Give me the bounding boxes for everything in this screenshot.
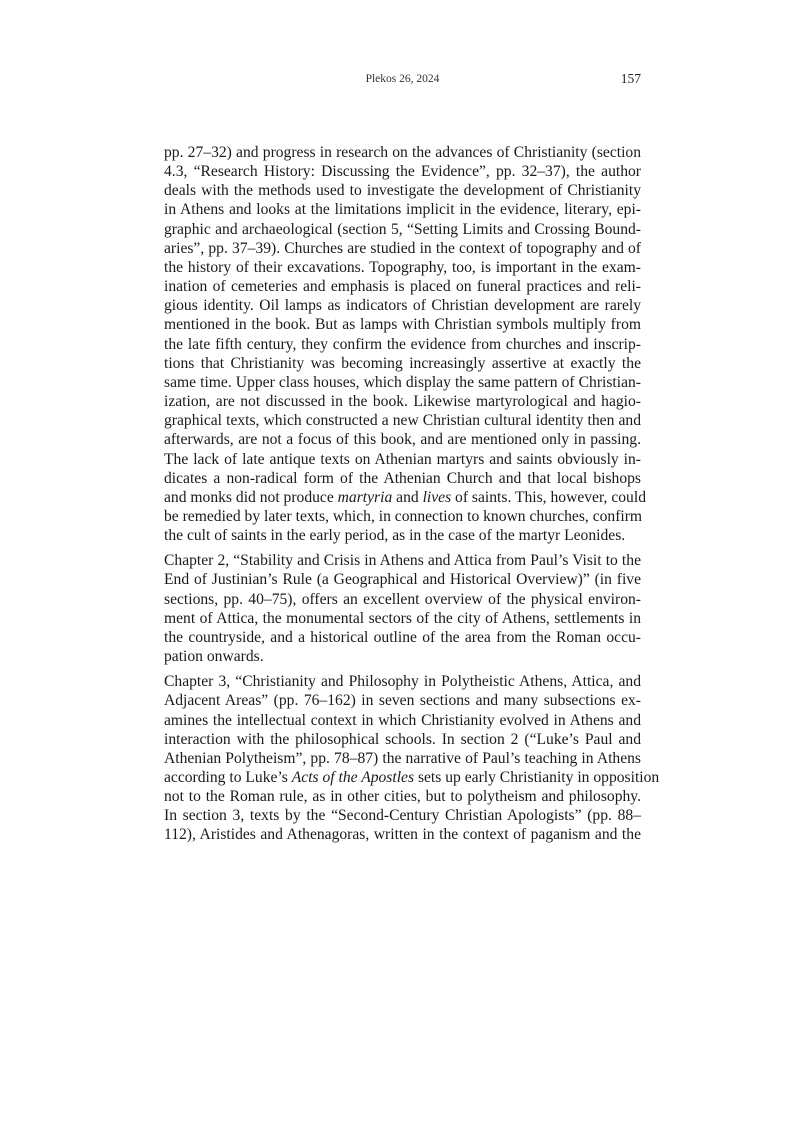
text-line: the late fifth century, they confirm the evidence from churches and inscrip-: [164, 335, 641, 353]
paragraph-2: [164, 551, 641, 666]
text-line: ment of Attica, the monumental sectors of the city of Athens, settlements in: [164, 609, 641, 627]
text-line: not to the Roman rule, as in other cities, but to polytheism and philosophy.: [164, 788, 641, 806]
text-line: interaction with the philosophical schools. In section 2 (“Luke’s Paul and: [164, 730, 641, 748]
text-line: graphical texts, which constructed a new Christian cultural identity then and: [164, 412, 641, 430]
text-line: The lack of late antique texts on Athenian martyrs and saints obviously in-: [164, 450, 641, 468]
text-line: Chapter 3, “Christianity and Philosophy in Polytheistic Athens, Attica, and: [164, 673, 641, 691]
text-line: aries”, pp. 37–39). Churches are studied in the context of topography and of: [164, 239, 641, 257]
text-line: afterwards, are not a focus of this book, and are mentioned only in passing.: [164, 431, 641, 449]
text-line: ization, are not discussed in the book. Likewise martyrological and hagio-: [164, 393, 641, 411]
text-line: Chapter 2, “Stability and Crisis in Athens and Attica from Paul’s Visit to the: [164, 552, 641, 570]
text-run: and: [392, 488, 423, 506]
italic-term-martyria: martyria: [337, 488, 393, 506]
text-line: the countryside, and a historical outline of the area from the Roman occu-: [164, 628, 641, 646]
italic-term-lives: lives: [422, 488, 452, 506]
page-number: 157: [620, 71, 641, 86]
body-text: [164, 143, 660, 851]
text-line: ination of cemeteries and emphasis is placed on funeral practices and reli-: [164, 278, 641, 296]
text-line: deals with the methods used to investigate the development of Christianity: [164, 182, 641, 200]
text-line: 112), Aristides and Athenagoras, written in the context of paganism and the: [164, 826, 641, 844]
text-line: in Athens and looks at the limitations implicit in the evidence, literary, epi-: [164, 201, 641, 219]
text-line: pation onwards.: [164, 648, 264, 666]
text-line: amines the intellectual context in which Christianity evolved in Athens and: [164, 711, 641, 729]
running-header: [164, 73, 641, 89]
journal-citation: Plekos 26, 2024: [365, 73, 440, 85]
text-line: sections, pp. 40–75), offers an excellent overview of the physical environ-: [164, 590, 641, 608]
text-run: according to Luke’s: [164, 769, 292, 786]
italic-title-acts-of-the-apostles: Acts of the Apostles: [291, 769, 415, 786]
text-line: Adjacent Areas” (pp. 76–162) in seven sections and many subsections ex-: [164, 692, 641, 710]
text-line: graphic and archaeological (section 5, “Setting Limits and Crossing Bound-: [164, 220, 641, 238]
text-line: same time. Upper class houses, which display the same pattern of Christian-: [164, 373, 641, 391]
paragraph-1: [164, 143, 646, 545]
text-line-with-italics: [164, 488, 646, 507]
text-line: be remedied by later texts, which, in connection to known churches, confirm: [164, 507, 643, 525]
text-line: Athenian Polytheism”, pp. 78–87) the narrative of Paul’s teaching in Athens: [164, 749, 641, 767]
text-line: dicates a non-radical form of the Athenian Church and that local bishops: [164, 469, 641, 487]
text-line: the history of their excavations. Topography, too, is important in the exam-: [164, 258, 641, 276]
text-line: gious identity. Oil lamps as indicators of Christian development are rarely: [164, 297, 641, 315]
text-line: pp. 27–32) and progress in research on the advances of Christianity (section: [164, 144, 641, 161]
text-line: tions that Christianity was becoming increasingly assertive at exactly the: [164, 354, 641, 372]
paragraph-3: [164, 672, 660, 844]
text-run: of saints. This, however, could: [451, 488, 646, 506]
text-run: and monks did not produce: [164, 488, 338, 506]
text-line: the cult of saints in the early period, as in the case of the martyr Leonides.: [164, 527, 626, 545]
text-line-with-italics: [164, 768, 660, 787]
text-line: End of Justinian’s Rule (a Geographical and Historical Overview)” (in five: [164, 571, 641, 589]
text-line: 4.3, “Research History: Discussing the Evidence”, pp. 32–37), the author: [164, 163, 641, 181]
text-line: In section 3, texts by the “Second-Century Christian Apologists” (pp. 88–: [164, 807, 641, 825]
text-line: mentioned in the book. But as lamps with Christian symbols multiply from: [164, 316, 641, 334]
text-run: sets up early Christianity in opposition: [414, 769, 660, 786]
